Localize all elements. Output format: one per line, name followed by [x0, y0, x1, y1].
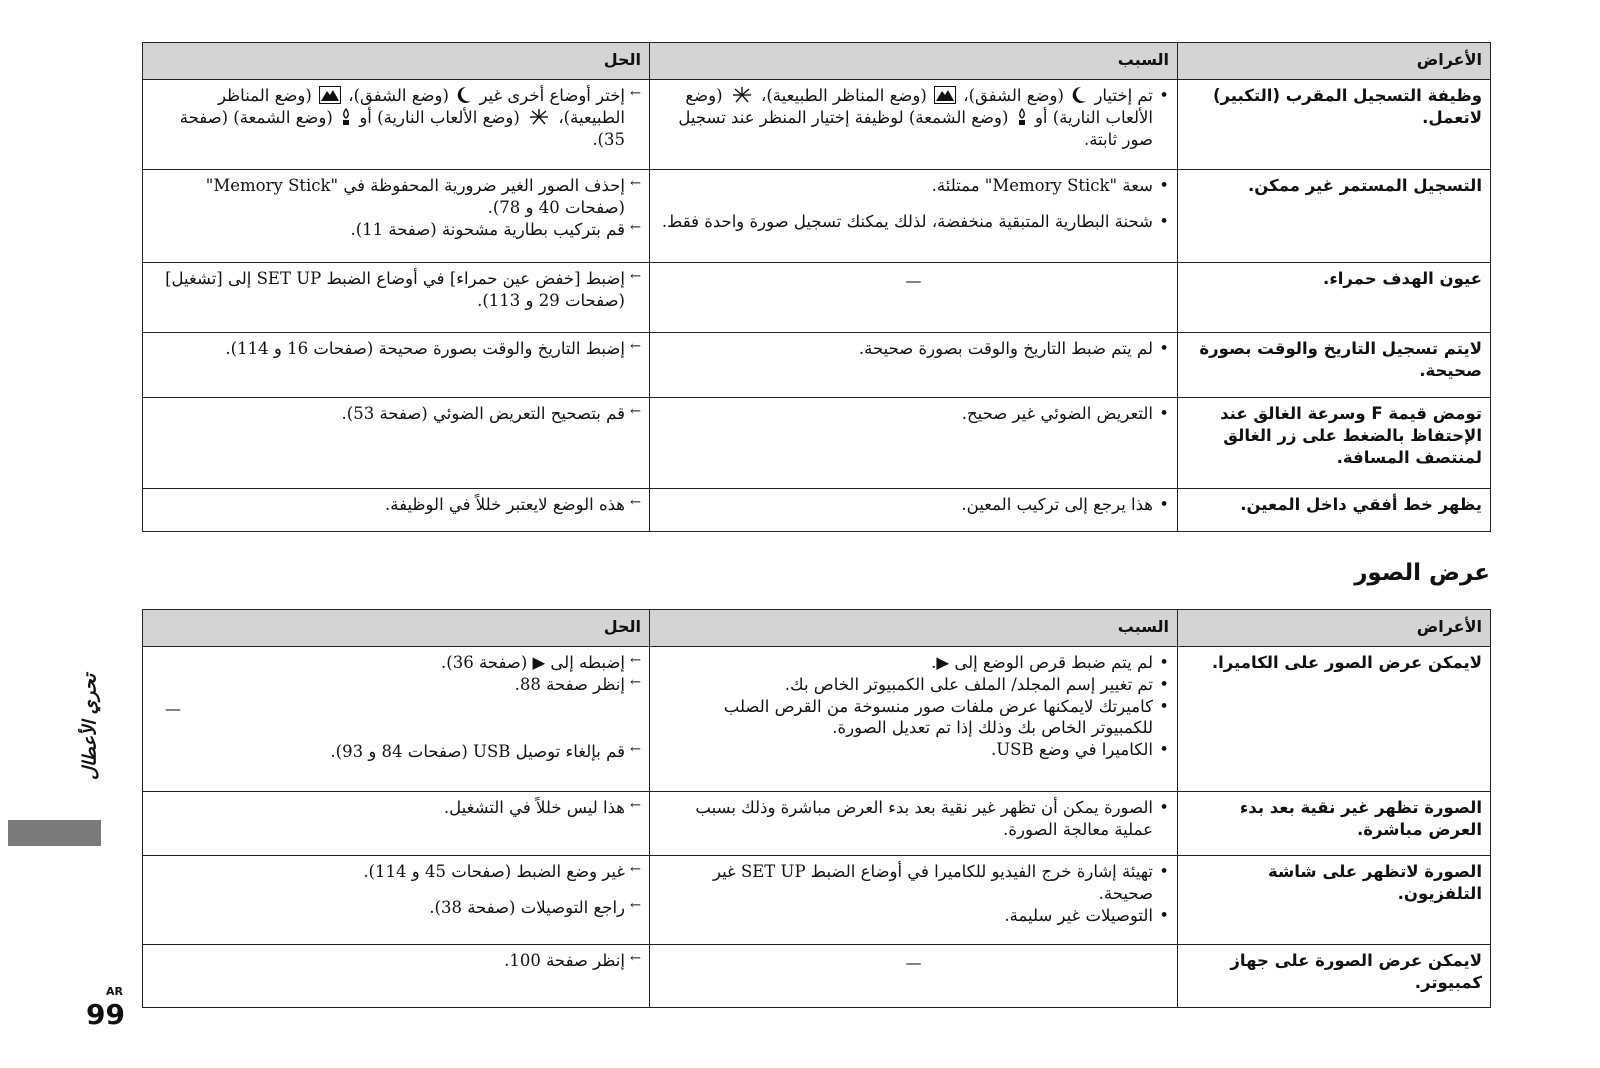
- header-symptom: الأعراض: [1178, 610, 1491, 647]
- table-row: [143, 80, 1491, 170]
- cause-item: • التعريض الضوئي غير صحيح.: [658, 403, 1169, 425]
- symptom-cell: عيون الهدف حمراء.: [1178, 263, 1491, 333]
- solution-item: ← إضبط التاريخ والوقت بصورة صحيحة (صفحات 16 و 114).: [151, 338, 641, 360]
- candle-icon: [1016, 108, 1028, 126]
- table-row: [143, 792, 1491, 856]
- cause-item: • شحنة البطارية المتبقية منخفضة، لذلك يمكنك تسجيل صورة واحدة فقط.: [658, 211, 1169, 233]
- cause-item: • كاميرتك لايمكنها عرض ملفات صور منسوخة من القرص الصلب للكمبيوتر الخاص بك وذلك إذا تم تعديل الصورة.: [658, 696, 1169, 740]
- table-row: [143, 945, 1491, 1008]
- cause-item: • هذا يرجع إلى تركيب المعين.: [658, 494, 1169, 516]
- header-cause: السبب: [650, 610, 1178, 647]
- landscape-icon: [934, 86, 956, 104]
- candle-icon: [340, 108, 352, 126]
- symptom-cell: وظيفة التسجيل المقرب (التكبير) لاتعمل.: [1178, 80, 1491, 170]
- symptom-cell: التسجيل المستمر غير ممكن.: [1178, 170, 1491, 263]
- cause-cell: [650, 170, 1178, 263]
- troubleshooting-table-recording: [142, 42, 1491, 532]
- table-row: [143, 647, 1491, 792]
- symptom-cell: لايمكن عرض الصورة على جهاز كمبيوتر.: [1178, 945, 1491, 1008]
- solution-cell: [143, 856, 650, 945]
- cause-item: • التوصيلات غير سليمة.: [658, 905, 1169, 927]
- cause-item: • تم تغيير إسم المجلد/ الملف على الكمبيوتر الخاص بك.: [658, 674, 1169, 696]
- solution-item: ← قم بإلغاء توصيل USB (صفحات 84 و 93).: [151, 741, 641, 763]
- cause-cell: [650, 856, 1178, 945]
- cause-item: • تم إختيار (وضع الشفق)، (وضع المناظر الطبيعية)، (وضع الألعاب النارية) أو (وضع الشمعة) لوظيفة إختيار المنظر عند تسجيل صور ثابتة.: [658, 85, 1169, 150]
- header-symptom: الأعراض: [1178, 43, 1491, 80]
- solution-cell: [143, 398, 650, 489]
- language-code: AR: [106, 985, 123, 998]
- table-row: [143, 170, 1491, 263]
- page-number: 99: [86, 998, 125, 1031]
- cause-cell: [650, 792, 1178, 856]
- solution-cell: [143, 80, 650, 170]
- solution-cell: [143, 647, 650, 792]
- cause-item: • الصورة يمكن أن تظهر غير نقية بعد بدء العرض مباشرة وذلك بسبب عملية معالجة الصورة.: [658, 797, 1169, 841]
- cause-cell: [650, 80, 1178, 170]
- solution-cell: [143, 945, 650, 1008]
- header-solution: الحل: [143, 43, 650, 80]
- solution-cell: [143, 263, 650, 333]
- solution-item: ← قم بتركيب بطارية مشحونة (صفحة 11).: [151, 219, 641, 241]
- solution-cell: [143, 333, 650, 398]
- troubleshooting-table-playback: [142, 609, 1491, 1008]
- header-solution: الحل: [143, 610, 650, 647]
- chapter-tab-marker: [8, 820, 101, 846]
- cause-cell: [650, 647, 1178, 792]
- table-header-row: [143, 43, 1491, 80]
- section-title: عرض الصور: [1354, 560, 1490, 586]
- cause-item: • لم يتم ضبط قرص الوضع إلى ▶.: [658, 652, 1169, 674]
- table-row: [143, 263, 1491, 333]
- symptom-cell: الصورة لاتظهر على شاشة التلفزيون.: [1178, 856, 1491, 945]
- cause-item: • لم يتم ضبط التاريخ والوقت بصورة صحيحة.: [658, 338, 1169, 360]
- empty-dash: —: [165, 698, 181, 718]
- symptom-cell: لايتم تسجيل التاريخ والوقت بصورة صحيحة.: [1178, 333, 1491, 398]
- fireworks-icon: [527, 108, 551, 126]
- solution-item: ← راجع التوصيلات (صفحة 38).: [151, 897, 641, 919]
- cause-cell: [650, 263, 1178, 333]
- solution-item: ← إضبط [خفض عين حمراء] في أوضاع الضبط SET UP إلى [تشغيل] (صفحات 29 و 113).: [151, 268, 641, 312]
- cause-cell: [650, 398, 1178, 489]
- solution-item: ← قم بتصحيح التعريض الضوئي (صفحة 53).: [151, 403, 641, 425]
- empty-dash: —: [905, 953, 922, 972]
- chapter-side-label: تحري الأعطال: [79, 673, 101, 781]
- cause-cell: [650, 489, 1178, 532]
- cause-cell: [650, 333, 1178, 398]
- landscape-icon: [319, 86, 341, 104]
- solution-item: ← إنظر صفحة 88.: [151, 674, 641, 696]
- solution-item: ← إحذف الصور الغير ضرورية المحفوظة في "Memory Stick" (صفحات 40 و 78).: [151, 175, 641, 219]
- cause-item: • تهيئة إشارة خرج الفيديو للكاميرا في أوضاع الضبط SET UP غير صحيحة.: [658, 861, 1169, 905]
- solution-cell: [143, 489, 650, 532]
- solution-item: ← هذا ليس خللاً في التشغيل.: [151, 797, 641, 819]
- table-row: [143, 856, 1491, 945]
- solution-item: ← غير وضع الضبط (صفحات 45 و 114).: [151, 861, 641, 883]
- solution-item: ← إضبطه إلى ▶ (صفحة 36).: [151, 652, 641, 674]
- moon-icon: [456, 86, 472, 104]
- solution-cell: [143, 792, 650, 856]
- cause-item: • الكاميرا في وضع USB.: [658, 739, 1169, 761]
- table-row: [143, 333, 1491, 398]
- table-row: [143, 489, 1491, 532]
- solution-item: ← هذه الوضع لايعتبر خللاً في الوظيفة.: [151, 494, 641, 516]
- symptom-cell: لايمكن عرض الصور على الكاميرا.: [1178, 647, 1491, 792]
- symptom-cell: الصورة تظهر غير نقية بعد بدء العرض مباشرة.: [1178, 792, 1491, 856]
- solution-cell: [143, 170, 650, 263]
- symptom-cell: تومض قيمة F وسرعة الغالق عند الإحتفاظ بالضغط على زر الغالق لمنتصف المسافة.: [1178, 398, 1491, 489]
- empty-dash: —: [905, 271, 922, 290]
- table-header-row: [143, 610, 1491, 647]
- table-row: [143, 398, 1491, 489]
- solution-item: ← إنظر صفحة 100.: [151, 950, 641, 972]
- moon-icon: [1071, 86, 1087, 104]
- cause-item: • سعة "Memory Stick" ممتلئة.: [658, 175, 1169, 197]
- solution-item: ← إختر أوضاع أخرى غير (وضع الشفق)، (وضع المناظر الطبيعية)، (وضع الألعاب النارية) أو (وضع الشمعة) (صفحة 35).: [151, 85, 641, 150]
- cause-cell: [650, 945, 1178, 1008]
- header-cause: السبب: [650, 43, 1178, 80]
- symptom-cell: يظهر خط أفقي داخل المعين.: [1178, 489, 1491, 532]
- fireworks-icon: [730, 86, 754, 104]
